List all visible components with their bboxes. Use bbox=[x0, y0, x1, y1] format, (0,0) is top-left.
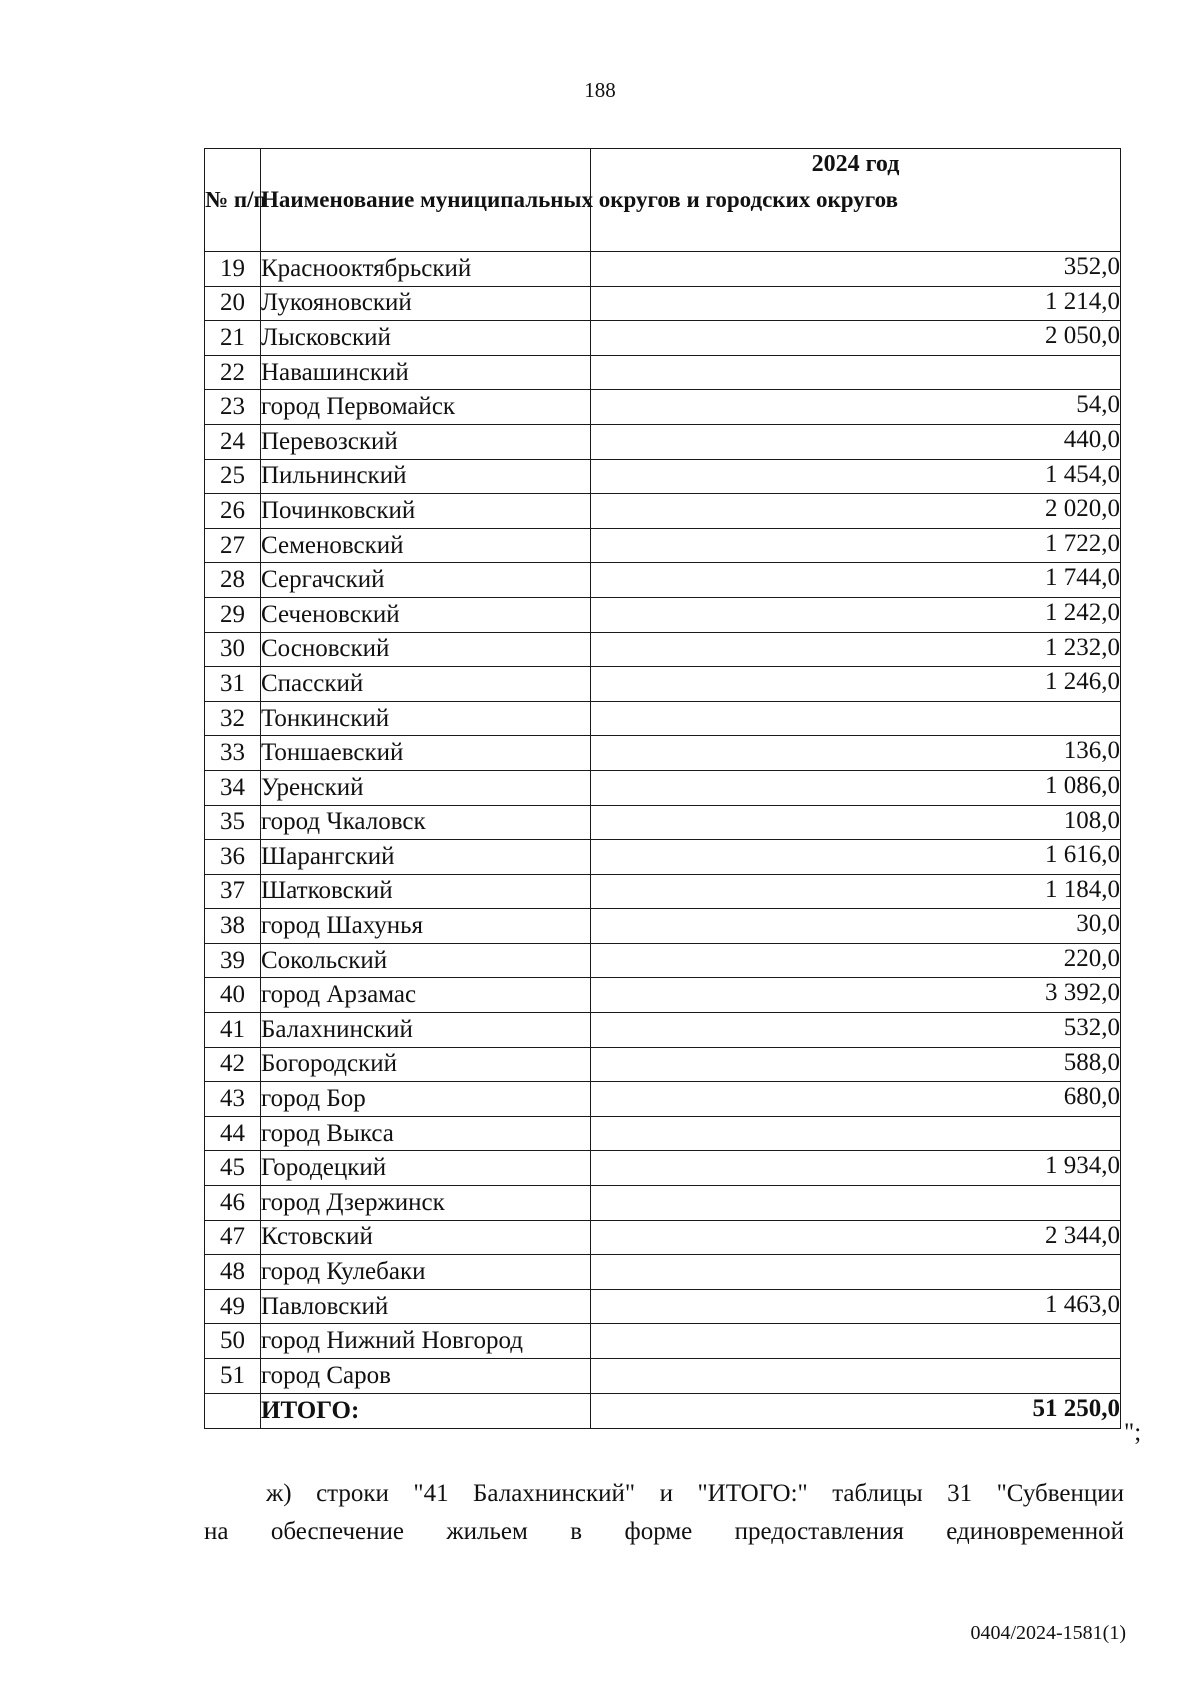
row-name: Спасский bbox=[261, 667, 591, 702]
row-value: 1 232,0 bbox=[591, 632, 1121, 667]
row-value bbox=[591, 1186, 1121, 1221]
row-name: город Нижний Новгород bbox=[261, 1324, 591, 1359]
table-row bbox=[205, 494, 1121, 529]
table-row bbox=[205, 355, 1121, 390]
row-number: 20 bbox=[205, 286, 261, 321]
row-value: 54,0 bbox=[591, 390, 1121, 425]
row-number: 48 bbox=[205, 1255, 261, 1290]
table-row bbox=[205, 252, 1121, 287]
row-number: 39 bbox=[205, 943, 261, 978]
header-year: 2024 год bbox=[591, 149, 1121, 252]
row-number bbox=[205, 1393, 261, 1428]
row-value: 1 744,0 bbox=[591, 563, 1121, 598]
row-name: город Выкса bbox=[261, 1116, 591, 1151]
row-value bbox=[591, 1255, 1121, 1290]
row-number: 40 bbox=[205, 978, 261, 1013]
row-number: 43 bbox=[205, 1082, 261, 1117]
row-number: 31 bbox=[205, 667, 261, 702]
row-name: Навашинский bbox=[261, 355, 591, 390]
row-number: 37 bbox=[205, 874, 261, 909]
table-header-row bbox=[205, 149, 1121, 252]
table-row bbox=[205, 770, 1121, 805]
row-value: 51 250,0 bbox=[591, 1393, 1121, 1428]
table-row bbox=[205, 1013, 1121, 1048]
row-name: Тонкинский bbox=[261, 701, 591, 736]
table-row bbox=[205, 1220, 1121, 1255]
row-number: 24 bbox=[205, 424, 261, 459]
row-number: 51 bbox=[205, 1359, 261, 1394]
table-row bbox=[205, 736, 1121, 771]
row-number: 19 bbox=[205, 252, 261, 287]
row-name: город Саров bbox=[261, 1359, 591, 1394]
row-value: 1 934,0 bbox=[591, 1151, 1121, 1186]
row-name: Краснооктябрьский bbox=[261, 252, 591, 287]
row-value: 352,0 bbox=[591, 252, 1121, 287]
table-row bbox=[205, 321, 1121, 356]
row-name: город Первомайск bbox=[261, 390, 591, 425]
table-row bbox=[205, 459, 1121, 494]
row-value: 30,0 bbox=[591, 909, 1121, 944]
row-number: 45 bbox=[205, 1151, 261, 1186]
table-row bbox=[205, 528, 1121, 563]
row-number: 32 bbox=[205, 701, 261, 736]
row-name: Лысковский bbox=[261, 321, 591, 356]
row-name: Павловский bbox=[261, 1289, 591, 1324]
table-row bbox=[205, 1116, 1121, 1151]
row-name: Сеченовский bbox=[261, 597, 591, 632]
row-value: 1 616,0 bbox=[591, 840, 1121, 875]
row-value bbox=[591, 1324, 1121, 1359]
row-number: 36 bbox=[205, 840, 261, 875]
row-number: 23 bbox=[205, 390, 261, 425]
row-number: 38 bbox=[205, 909, 261, 944]
row-value: 3 392,0 bbox=[591, 978, 1121, 1013]
row-value bbox=[591, 1359, 1121, 1394]
table-row bbox=[205, 1324, 1121, 1359]
row-value: 1 454,0 bbox=[591, 459, 1121, 494]
row-name: Тоншаевский bbox=[261, 736, 591, 771]
table-row bbox=[205, 1289, 1121, 1324]
row-number: 29 bbox=[205, 597, 261, 632]
table-row bbox=[205, 424, 1121, 459]
row-number: 30 bbox=[205, 632, 261, 667]
row-number: 25 bbox=[205, 459, 261, 494]
row-name: Починковский bbox=[261, 494, 591, 529]
row-name: город Шахунья bbox=[261, 909, 591, 944]
row-name: Уренский bbox=[261, 770, 591, 805]
row-value: 1 722,0 bbox=[591, 528, 1121, 563]
row-value: 1 214,0 bbox=[591, 286, 1121, 321]
row-name: город Арзамас bbox=[261, 978, 591, 1013]
row-name: Сокольский bbox=[261, 943, 591, 978]
header-num: № п/п bbox=[205, 149, 261, 252]
table-row bbox=[205, 667, 1121, 702]
paragraph-line-1: ж) строки "41 Балахнинский" и "ИТОГО:" таблицы 31 "Субвенции bbox=[266, 1480, 1124, 1507]
row-value: 588,0 bbox=[591, 1047, 1121, 1082]
table-row bbox=[205, 943, 1121, 978]
row-name: Богородский bbox=[261, 1047, 591, 1082]
row-value: 1 184,0 bbox=[591, 874, 1121, 909]
closing-quote: "; bbox=[1124, 1419, 1142, 1446]
table-row bbox=[205, 632, 1121, 667]
row-number: 33 bbox=[205, 736, 261, 771]
subsidy-table bbox=[204, 148, 1121, 1429]
row-value: 136,0 bbox=[591, 736, 1121, 771]
table-row bbox=[205, 1047, 1121, 1082]
total-row bbox=[205, 1393, 1121, 1428]
row-value: 1 463,0 bbox=[591, 1289, 1121, 1324]
table-body bbox=[205, 252, 1121, 1429]
row-name: Лукояновский bbox=[261, 286, 591, 321]
table-row bbox=[205, 701, 1121, 736]
row-value: 2 020,0 bbox=[591, 494, 1121, 529]
row-number: 34 bbox=[205, 770, 261, 805]
table-row bbox=[205, 1186, 1121, 1221]
table-row bbox=[205, 874, 1121, 909]
row-value: 440,0 bbox=[591, 424, 1121, 459]
row-value: 532,0 bbox=[591, 1013, 1121, 1048]
row-number: 26 bbox=[205, 494, 261, 529]
row-value: 220,0 bbox=[591, 943, 1121, 978]
table-row bbox=[205, 286, 1121, 321]
amendment-paragraph bbox=[204, 1475, 1124, 1551]
row-value bbox=[591, 701, 1121, 736]
row-name: Шарангский bbox=[261, 840, 591, 875]
row-value: 1 086,0 bbox=[591, 770, 1121, 805]
row-name: город Чкаловск bbox=[261, 805, 591, 840]
row-number: 46 bbox=[205, 1186, 261, 1221]
table-row bbox=[205, 840, 1121, 875]
table-row bbox=[205, 805, 1121, 840]
table-row bbox=[205, 390, 1121, 425]
row-number: 49 bbox=[205, 1289, 261, 1324]
row-value: 1 246,0 bbox=[591, 667, 1121, 702]
row-name: Перевозский bbox=[261, 424, 591, 459]
row-number: 44 bbox=[205, 1116, 261, 1151]
page-number: 188 bbox=[584, 78, 616, 102]
table-row bbox=[205, 1359, 1121, 1394]
row-value bbox=[591, 1116, 1121, 1151]
table-row bbox=[205, 1255, 1121, 1290]
row-name: город Дзержинск bbox=[261, 1186, 591, 1221]
row-number: 35 bbox=[205, 805, 261, 840]
row-name: город Бор bbox=[261, 1082, 591, 1117]
row-value: 680,0 bbox=[591, 1082, 1121, 1117]
row-number: 22 bbox=[205, 355, 261, 390]
document-code: 0404/2024-1581(1) bbox=[970, 1622, 1126, 1644]
row-name: Сергачский bbox=[261, 563, 591, 598]
row-name: Балахнинский bbox=[261, 1013, 591, 1048]
row-number: 50 bbox=[205, 1324, 261, 1359]
row-name: ИТОГО: bbox=[261, 1393, 591, 1428]
table-row bbox=[205, 563, 1121, 598]
row-name: Городецкий bbox=[261, 1151, 591, 1186]
row-name: город Кулебаки bbox=[261, 1255, 591, 1290]
row-name: Шатковский bbox=[261, 874, 591, 909]
row-number: 28 bbox=[205, 563, 261, 598]
row-name: Семеновский bbox=[261, 528, 591, 563]
table-row bbox=[205, 978, 1121, 1013]
row-name: Пильнинский bbox=[261, 459, 591, 494]
row-value: 2 050,0 bbox=[591, 321, 1121, 356]
row-value: 2 344,0 bbox=[591, 1220, 1121, 1255]
row-number: 21 bbox=[205, 321, 261, 356]
row-value: 108,0 bbox=[591, 805, 1121, 840]
row-number: 47 bbox=[205, 1220, 261, 1255]
table-row bbox=[205, 1082, 1121, 1117]
row-number: 42 bbox=[205, 1047, 261, 1082]
row-value: 1 242,0 bbox=[591, 597, 1121, 632]
row-number: 27 bbox=[205, 528, 261, 563]
paragraph-line-2: на обеспечение жильем в форме предоставления единовременной bbox=[204, 1518, 1124, 1545]
table-row bbox=[205, 909, 1121, 944]
table-row bbox=[205, 597, 1121, 632]
row-value bbox=[591, 355, 1121, 390]
table-row bbox=[205, 1151, 1121, 1186]
row-number: 41 bbox=[205, 1013, 261, 1048]
row-name: Кстовский bbox=[261, 1220, 591, 1255]
row-name: Сосновский bbox=[261, 632, 591, 667]
header-name: Наименование муниципальных округов и городских округов bbox=[261, 149, 591, 252]
